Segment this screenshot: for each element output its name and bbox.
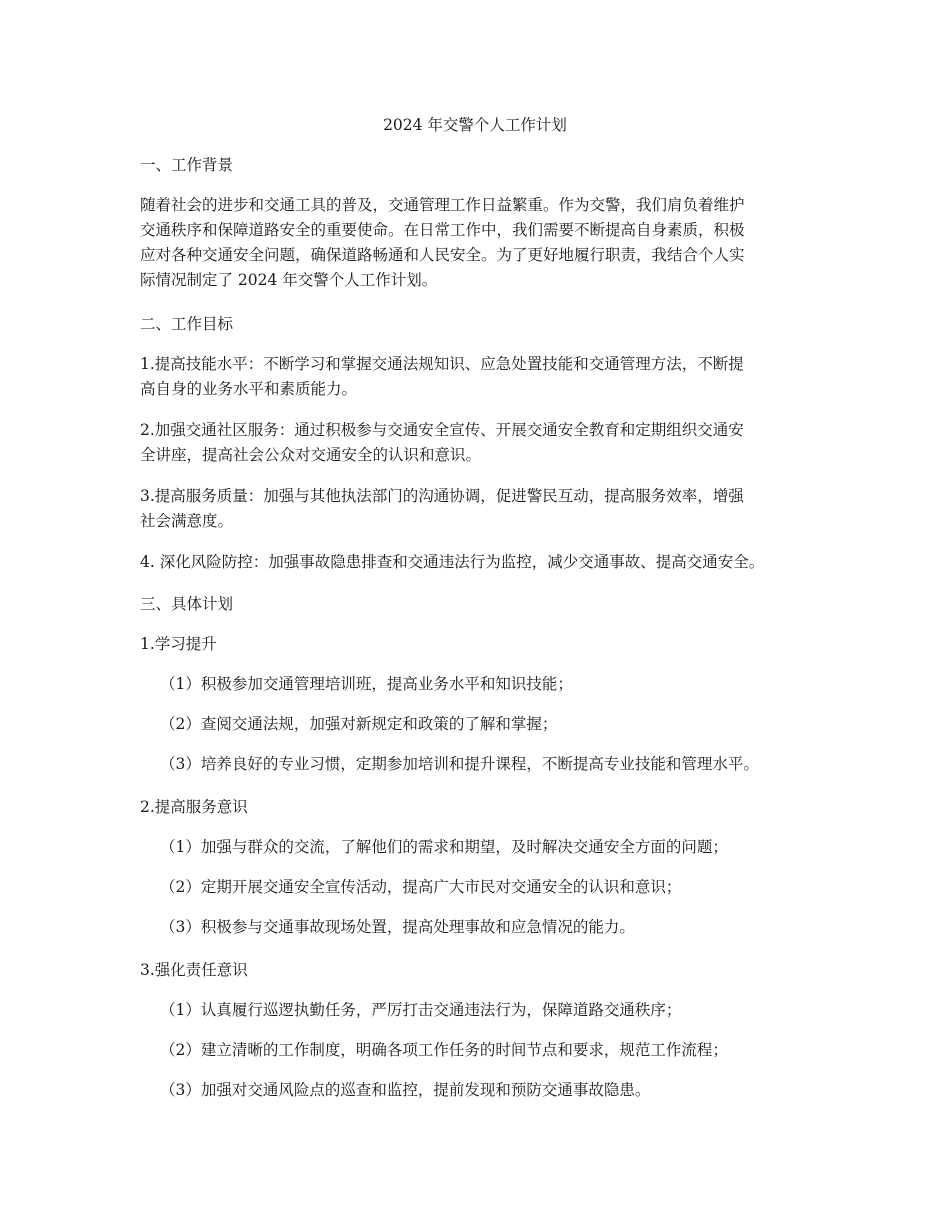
paragraph-line: 际情况制定了 2024 年交警个人工作计划。 xyxy=(140,271,438,289)
document-title: 2024 年交警个人工作计划 xyxy=(383,116,567,134)
plan-item: （3）积极参与交通事故现场处置，提高处理事故和应急情况的能力。 xyxy=(160,918,635,936)
plan-heading: 2.提高服务意识 xyxy=(140,798,248,816)
paragraph-line: 交通秩序和保障道路安全的重要使命。在日常工作中，我们需要不断提高自身素质，积极 xyxy=(140,221,745,239)
plan-item: （1）积极参加交通管理培训班，提高业务水平和知识技能； xyxy=(160,675,573,693)
plan-heading: 1.学习提升 xyxy=(140,635,217,653)
section-heading-plans: 三、具体计划 xyxy=(140,595,234,613)
goal-line: 全讲座，提高社会公众对交通安全的认识和意识。 xyxy=(140,446,482,464)
plan-item: （1）认真履行巡逻执勤任务，严厉打击交通违法行为，保障道路交通秩序； xyxy=(160,1001,682,1019)
section-heading-background: 一、工作背景 xyxy=(140,156,234,174)
plan-item: （2）建立清晰的工作制度，明确各项工作任务的时间节点和要求，规范工作流程； xyxy=(160,1041,728,1059)
goal-line: 社会满意度。 xyxy=(140,512,234,530)
plan-item: （3）加强对交通风险点的巡查和监控，提前发现和预防交通事故隐患。 xyxy=(160,1081,651,1099)
plan-heading: 3.强化责任意识 xyxy=(140,961,248,979)
section-heading-goals: 二、工作目标 xyxy=(140,315,234,333)
paragraph-line: 随着社会的进步和交通工具的普及，交通管理工作日益繁重。作为交警，我们肩负着维护 xyxy=(140,196,745,214)
goal-line: 4. 深化风险防控：加强事故隐患排查和交通违法行为监控，减少交通事故、提高交通安全。 xyxy=(140,553,765,571)
goal-line: 1.提高技能水平：不断学习和掌握交通法规知识、应急处置技能和交通管理方法，不断提 xyxy=(140,355,744,373)
goal-line: 2.加强交通社区服务：通过积极参与交通安全宣传、开展交通安全教育和定期组织交通安 xyxy=(140,421,744,439)
goal-line: 高自身的业务水平和素质能力。 xyxy=(140,380,358,398)
goal-line: 3.提高服务质量：加强与其他执法部门的沟通协调，促进警民互动，提高服务效率，增强 xyxy=(140,487,744,505)
plan-item: （2）查阅交通法规，加强对新规定和政策的了解和掌握； xyxy=(160,715,558,733)
plan-item: （3）培养良好的专业习惯，定期参加培训和提升课程，不断提高专业技能和管理水平。 xyxy=(160,755,759,773)
plan-item: （1）加强与群众的交流，了解他们的需求和期望，及时解决交通安全方面的问题； xyxy=(160,838,728,856)
plan-item: （2）定期开展交通安全宣传活动，提高广大市民对交通安全的认识和意识； xyxy=(160,878,682,896)
paragraph-line: 应对各种交通安全问题，确保道路畅通和人民安全。为了更好地履行职责，我结合个人实 xyxy=(140,246,745,264)
